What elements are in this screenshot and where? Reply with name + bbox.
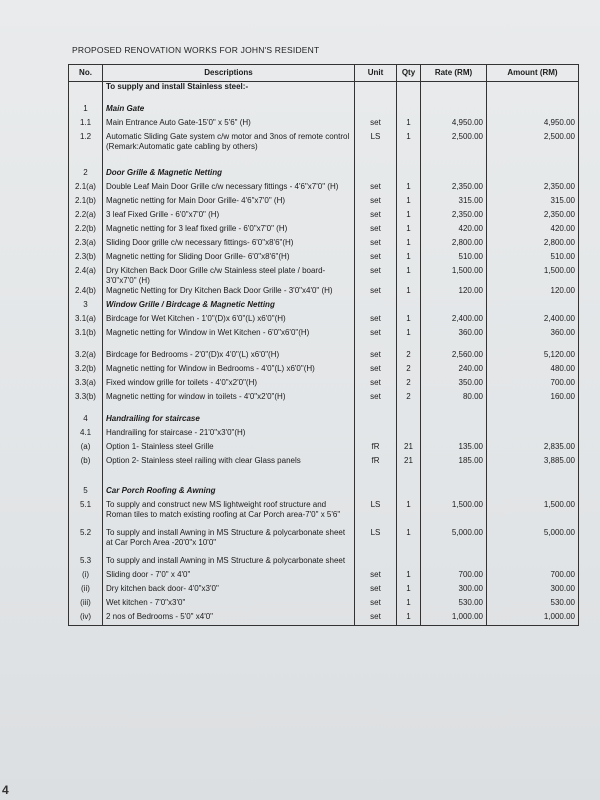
spacer-cell <box>103 470 355 478</box>
spacer-cell <box>69 406 103 414</box>
spacer-cell <box>69 548 103 556</box>
table-row <box>69 82 579 96</box>
cell-amount: 2,835.00 <box>487 442 579 456</box>
spacer-cell <box>397 470 421 478</box>
table-row <box>69 414 579 428</box>
cell-unit: set <box>355 612 397 626</box>
table-row <box>69 224 579 238</box>
table-spacer-row <box>69 342 579 350</box>
spacer-cell <box>421 342 487 350</box>
cell-no: 3.2(b) <box>69 364 103 378</box>
spacer-cell <box>355 342 397 350</box>
cell-no: 2.4(b) <box>69 286 103 300</box>
cell-rate: 185.00 <box>421 456 487 470</box>
spacer-cell <box>487 478 579 486</box>
spacer-cell <box>355 520 397 528</box>
cell-no: 1.1 <box>69 118 103 132</box>
cell-description: To supply and install Awning in MS Structure & polycarbonate sheet at Car Porch Area -20'0"x 10'0" <box>103 528 355 548</box>
cell-rate <box>421 104 487 118</box>
cell-no: (ii) <box>69 584 103 598</box>
cell-amount <box>487 414 579 428</box>
cell-unit: LS <box>355 500 397 520</box>
cell-description: Sliding Door grille c/w necessary fittings- 6'0"x8'6"(H) <box>103 238 355 252</box>
spacer-cell <box>421 478 487 486</box>
cell-qty: 1 <box>397 210 421 224</box>
cell-unit: set <box>355 118 397 132</box>
spacer-cell <box>487 342 579 350</box>
col-header-no: No. <box>69 65 103 82</box>
cell-unit <box>355 82 397 96</box>
spacer-cell <box>103 520 355 528</box>
cell-description: Window Grille / Birdcage & Magnetic Netting <box>103 300 355 314</box>
cell-no: 4.1 <box>69 428 103 442</box>
cell-rate: 420.00 <box>421 224 487 238</box>
spacer-cell <box>355 470 397 478</box>
quotation-table <box>68 64 579 626</box>
table-row <box>69 392 579 406</box>
cell-unit: set <box>355 196 397 210</box>
table-row <box>69 528 579 548</box>
cell-qty: 2 <box>397 364 421 378</box>
cell-description: Double Leaf Main Door Grille c/w necessary fittings - 4'6"x7'0" (H) <box>103 182 355 196</box>
cell-qty: 2 <box>397 378 421 392</box>
cell-no: 2.1(b) <box>69 196 103 210</box>
cell-description: Door Grille & Magnetic Netting <box>103 168 355 182</box>
cell-no: 2 <box>69 168 103 182</box>
document-title: PROPOSED RENOVATION WORKS FOR JOHN'S RESIDENT <box>72 45 320 55</box>
cell-qty <box>397 556 421 570</box>
cell-unit <box>355 556 397 570</box>
cell-qty: 21 <box>397 456 421 470</box>
spacer-cell <box>69 152 103 160</box>
cell-unit: set <box>355 328 397 342</box>
cell-unit: set <box>355 314 397 328</box>
spacer-cell <box>69 520 103 528</box>
table-row <box>69 252 579 266</box>
table-spacer-row <box>69 470 579 478</box>
spacer-cell <box>487 96 579 104</box>
cell-description: Dry Kitchen Back Door Grille c/w Stainless steel plate / board- 3'0"x7'0" (H) <box>103 266 355 286</box>
cell-unit: set <box>355 210 397 224</box>
cell-rate <box>421 300 487 314</box>
spacer-cell <box>355 152 397 160</box>
cell-qty: 21 <box>397 442 421 456</box>
cell-qty <box>397 82 421 96</box>
cell-qty: 1 <box>397 238 421 252</box>
cell-no: 2.3(b) <box>69 252 103 266</box>
cell-amount: 700.00 <box>487 570 579 584</box>
cell-no: 2.4(a) <box>69 266 103 286</box>
cell-description: Option 2- Stainless steel railing with clear Glass panels <box>103 456 355 470</box>
spacer-cell <box>421 152 487 160</box>
spacer-cell <box>397 548 421 556</box>
cell-qty: 1 <box>397 584 421 598</box>
cell-amount: 530.00 <box>487 598 579 612</box>
cell-amount: 5,000.00 <box>487 528 579 548</box>
spacer-cell <box>397 96 421 104</box>
spacer-cell <box>421 160 487 168</box>
cell-description: Magnetic netting for window in toilets - 4'0"x2'0"(H) <box>103 392 355 406</box>
cell-description: Magnetic netting for Window in Wet Kitchen - 6'0"x6'0"(H) <box>103 328 355 342</box>
cell-amount: 2,400.00 <box>487 314 579 328</box>
cell-description: Wet kitchen - 7'0"x3'0" <box>103 598 355 612</box>
cell-rate <box>421 414 487 428</box>
cell-unit: set <box>355 392 397 406</box>
cell-rate: 360.00 <box>421 328 487 342</box>
cell-description: Option 1- Stainless steel Grille <box>103 442 355 456</box>
cell-qty: 1 <box>397 598 421 612</box>
cell-qty: 1 <box>397 224 421 238</box>
cell-description: To supply and install Awning in MS Structure & polycarbonate sheet <box>103 556 355 570</box>
cell-no: 2.2(a) <box>69 210 103 224</box>
cell-rate: 5,000.00 <box>421 528 487 548</box>
cell-qty: 1 <box>397 528 421 548</box>
cell-description: 2 nos of Bedrooms - 5'0" x4'0" <box>103 612 355 626</box>
col-header-qty: Qty <box>397 65 421 82</box>
cell-qty: 1 <box>397 500 421 520</box>
cell-description: Handrailing for staircase <box>103 414 355 428</box>
cell-unit: set <box>355 224 397 238</box>
spacer-cell <box>69 342 103 350</box>
spacer-cell <box>487 520 579 528</box>
cell-amount: 120.00 <box>487 286 579 300</box>
table-row <box>69 350 579 364</box>
table-row <box>69 428 579 442</box>
cell-no: 3.1(a) <box>69 314 103 328</box>
spacer-cell <box>487 160 579 168</box>
cell-rate <box>421 428 487 442</box>
spacer-cell <box>397 342 421 350</box>
table-row <box>69 378 579 392</box>
cell-no: 2.2(b) <box>69 224 103 238</box>
table-spacer-row <box>69 160 579 168</box>
cell-description: Main Gate <box>103 104 355 118</box>
cell-description: Fixed window grille for toilets - 4'0"x2'0"(H) <box>103 378 355 392</box>
cell-rate: 2,400.00 <box>421 314 487 328</box>
cell-amount: 300.00 <box>487 584 579 598</box>
table-row <box>69 238 579 252</box>
table-row <box>69 612 579 626</box>
table-row <box>69 210 579 224</box>
cell-description: Magnetic Netting for Dry Kitchen Back Door Grille - 3'0"x4'0" (H) <box>103 286 355 300</box>
table-row <box>69 570 579 584</box>
cell-description: Main Entrance Auto Gate-15'0" x 5'6" (H) <box>103 118 355 132</box>
table-spacer-row <box>69 478 579 486</box>
cell-amount: 420.00 <box>487 224 579 238</box>
cell-unit: set <box>355 350 397 364</box>
table-row <box>69 442 579 456</box>
spacer-cell <box>103 342 355 350</box>
cell-unit <box>355 486 397 500</box>
cell-amount: 2,500.00 <box>487 132 579 152</box>
table-spacer-row <box>69 520 579 528</box>
cell-amount: 2,350.00 <box>487 210 579 224</box>
cell-qty <box>397 104 421 118</box>
cell-no: 3.1(b) <box>69 328 103 342</box>
cell-rate: 530.00 <box>421 598 487 612</box>
cell-qty: 2 <box>397 392 421 406</box>
cell-rate: 1,000.00 <box>421 612 487 626</box>
cell-unit: set <box>355 584 397 598</box>
cell-description: Magnetic netting for Window in Bedrooms - 4'0"(L) x6'0"(H) <box>103 364 355 378</box>
cell-no: (b) <box>69 456 103 470</box>
cell-amount: 1,500.00 <box>487 266 579 286</box>
cell-amount: 700.00 <box>487 378 579 392</box>
cell-no: 3.2(a) <box>69 350 103 364</box>
cell-rate <box>421 168 487 182</box>
table-row <box>69 132 579 152</box>
cell-rate: 2,350.00 <box>421 182 487 196</box>
spacer-cell <box>397 152 421 160</box>
cell-rate <box>421 82 487 96</box>
cell-amount: 3,885.00 <box>487 456 579 470</box>
spacer-cell <box>421 96 487 104</box>
cell-no <box>69 82 103 96</box>
cell-amount: 480.00 <box>487 364 579 378</box>
cell-description: Dry kitchen back door- 4'0"x3'0" <box>103 584 355 598</box>
cell-amount: 1,000.00 <box>487 612 579 626</box>
cell-unit: set <box>355 286 397 300</box>
cell-unit <box>355 428 397 442</box>
cell-amount: 1,500.00 <box>487 500 579 520</box>
cell-qty <box>397 414 421 428</box>
cell-qty: 1 <box>397 314 421 328</box>
cell-unit: set <box>355 378 397 392</box>
spacer-cell <box>421 520 487 528</box>
cell-qty <box>397 168 421 182</box>
cell-unit: set <box>355 182 397 196</box>
col-header-amount: Amount (RM) <box>487 65 579 82</box>
table-row <box>69 300 579 314</box>
cell-description: To supply and construct new MS lightweight roof structure and Roman tiles to match existing roofing at Car Porch area-7'0" x 5'6" <box>103 500 355 520</box>
cell-amount <box>487 428 579 442</box>
cell-rate: 120.00 <box>421 286 487 300</box>
spacer-cell <box>397 520 421 528</box>
cell-no: (iv) <box>69 612 103 626</box>
cell-qty <box>397 300 421 314</box>
spacer-cell <box>69 470 103 478</box>
spacer-cell <box>103 96 355 104</box>
table-spacer-row <box>69 406 579 414</box>
table-row <box>69 168 579 182</box>
cell-rate: 135.00 <box>421 442 487 456</box>
cell-qty: 1 <box>397 612 421 626</box>
cell-amount <box>487 168 579 182</box>
cell-amount: 2,350.00 <box>487 182 579 196</box>
table-row <box>69 196 579 210</box>
cell-amount <box>487 82 579 96</box>
spacer-cell <box>421 548 487 556</box>
col-header-unit: Unit <box>355 65 397 82</box>
cell-no: (i) <box>69 570 103 584</box>
cell-qty: 1 <box>397 328 421 342</box>
spacer-cell <box>355 478 397 486</box>
spacer-cell <box>397 160 421 168</box>
cell-unit: set <box>355 570 397 584</box>
spacer-cell <box>397 478 421 486</box>
cell-rate: 510.00 <box>421 252 487 266</box>
table-row <box>69 500 579 520</box>
table-row <box>69 486 579 500</box>
cell-unit <box>355 168 397 182</box>
cell-no: 4 <box>69 414 103 428</box>
table-spacer-row <box>69 152 579 160</box>
col-header-descriptions: Descriptions <box>103 65 355 82</box>
spacer-cell <box>103 406 355 414</box>
spacer-cell <box>103 160 355 168</box>
cell-qty: 1 <box>397 196 421 210</box>
cell-qty: 1 <box>397 266 421 286</box>
cell-unit <box>355 300 397 314</box>
cell-unit: set <box>355 598 397 612</box>
cell-amount: 4,950.00 <box>487 118 579 132</box>
table-spacer-row <box>69 548 579 556</box>
cell-amount <box>487 300 579 314</box>
spacer-cell <box>397 406 421 414</box>
cell-qty: 1 <box>397 570 421 584</box>
spacer-cell <box>69 478 103 486</box>
cell-unit: set <box>355 238 397 252</box>
table-header-row <box>69 65 579 82</box>
cell-description: 3 leaf Fixed Grille - 6'0"x7'0" (H) <box>103 210 355 224</box>
cell-unit: set <box>355 252 397 266</box>
cell-unit: fR <box>355 456 397 470</box>
cell-qty: 1 <box>397 182 421 196</box>
cell-qty: 1 <box>397 118 421 132</box>
cell-rate: 2,500.00 <box>421 132 487 152</box>
table-row <box>69 118 579 132</box>
cell-amount: 5,120.00 <box>487 350 579 364</box>
cell-no: (iii) <box>69 598 103 612</box>
table-row <box>69 456 579 470</box>
cell-no: 5 <box>69 486 103 500</box>
spacer-cell <box>487 548 579 556</box>
cell-qty: 1 <box>397 286 421 300</box>
table-row <box>69 266 579 286</box>
spacer-cell <box>355 406 397 414</box>
cell-rate: 350.00 <box>421 378 487 392</box>
cell-rate: 1,500.00 <box>421 266 487 286</box>
cell-description: Magnetic netting for Main Door Grille- 4'6"x7'0" (H) <box>103 196 355 210</box>
cell-no: 5.3 <box>69 556 103 570</box>
cell-qty: 1 <box>397 132 421 152</box>
table-row <box>69 584 579 598</box>
table-row <box>69 364 579 378</box>
spacer-cell <box>69 160 103 168</box>
table-row <box>69 314 579 328</box>
spacer-cell <box>421 406 487 414</box>
cell-unit: set <box>355 266 397 286</box>
cell-description: Sliding door - 7'0" x 4'0" <box>103 570 355 584</box>
cell-rate: 315.00 <box>421 196 487 210</box>
cell-rate: 300.00 <box>421 584 487 598</box>
cell-amount <box>487 486 579 500</box>
cell-rate: 2,350.00 <box>421 210 487 224</box>
cell-no: 2.1(a) <box>69 182 103 196</box>
spacer-cell <box>487 406 579 414</box>
table-row <box>69 556 579 570</box>
cell-amount: 2,800.00 <box>487 238 579 252</box>
cell-no: 5.2 <box>69 528 103 548</box>
spacer-cell <box>103 152 355 160</box>
spacer-cell <box>69 96 103 104</box>
cell-description: Car Porch Roofing & Awning <box>103 486 355 500</box>
cell-description: Magnetic netting for Sliding Door Grille- 6'0"x8'6"(H) <box>103 252 355 266</box>
cell-amount <box>487 556 579 570</box>
cell-description: Birdcage for Bedrooms - 2'0"(D)x 4'0"(L) x6'0"(H) <box>103 350 355 364</box>
table-row <box>69 182 579 196</box>
cell-unit: LS <box>355 528 397 548</box>
spacer-cell <box>355 160 397 168</box>
cell-qty: 2 <box>397 350 421 364</box>
spacer-cell <box>355 96 397 104</box>
table-row <box>69 328 579 342</box>
spacer-cell <box>103 478 355 486</box>
cell-description: Birdcage for Wet Kitchen - 1'0"(D)x 6'0"(L) x6'0"(H) <box>103 314 355 328</box>
cell-unit: fR <box>355 442 397 456</box>
cell-rate: 1,500.00 <box>421 500 487 520</box>
cell-description: Magnetic netting for 3 leaf fixed grille - 6'0"x7'0" (H) <box>103 224 355 238</box>
cell-description: Handrailing for staircase - 21'0"x3'0"(H) <box>103 428 355 442</box>
cell-rate: 240.00 <box>421 364 487 378</box>
table-row <box>69 104 579 118</box>
cell-description: To supply and install Stainless steel:- <box>103 82 355 96</box>
cell-no: 2.3(a) <box>69 238 103 252</box>
cell-rate: 700.00 <box>421 570 487 584</box>
cell-no: 3.3(a) <box>69 378 103 392</box>
spacer-cell <box>421 470 487 478</box>
cell-no: 3.3(b) <box>69 392 103 406</box>
cell-amount: 315.00 <box>487 196 579 210</box>
cell-amount: 160.00 <box>487 392 579 406</box>
cell-no: 1.2 <box>69 132 103 152</box>
cell-amount: 510.00 <box>487 252 579 266</box>
cell-rate: 80.00 <box>421 392 487 406</box>
cell-unit <box>355 104 397 118</box>
cell-no: 1 <box>69 104 103 118</box>
cell-rate: 2,560.00 <box>421 350 487 364</box>
cell-rate: 2,800.00 <box>421 238 487 252</box>
spacer-cell <box>355 548 397 556</box>
cell-rate: 4,950.00 <box>421 118 487 132</box>
spacer-cell <box>103 548 355 556</box>
table-spacer-row <box>69 96 579 104</box>
cell-unit: set <box>355 364 397 378</box>
cell-no: (a) <box>69 442 103 456</box>
col-header-rate: Rate (RM) <box>421 65 487 82</box>
cell-qty <box>397 428 421 442</box>
table-row <box>69 598 579 612</box>
cell-amount: 360.00 <box>487 328 579 342</box>
cell-unit <box>355 414 397 428</box>
cell-rate <box>421 556 487 570</box>
cell-description: Automatic Sliding Gate system c/w motor and 3nos of remote control (Remark:Automatic gate cabling by others) <box>103 132 355 152</box>
cell-amount <box>487 104 579 118</box>
cell-no: 3 <box>69 300 103 314</box>
cell-no: 5.1 <box>69 500 103 520</box>
spacer-cell <box>487 470 579 478</box>
spacer-cell <box>487 152 579 160</box>
cell-qty <box>397 486 421 500</box>
cell-unit: LS <box>355 132 397 152</box>
table-row <box>69 286 579 300</box>
page-edge-mark: 4 <box>2 783 9 797</box>
cell-qty: 1 <box>397 252 421 266</box>
cell-rate <box>421 486 487 500</box>
